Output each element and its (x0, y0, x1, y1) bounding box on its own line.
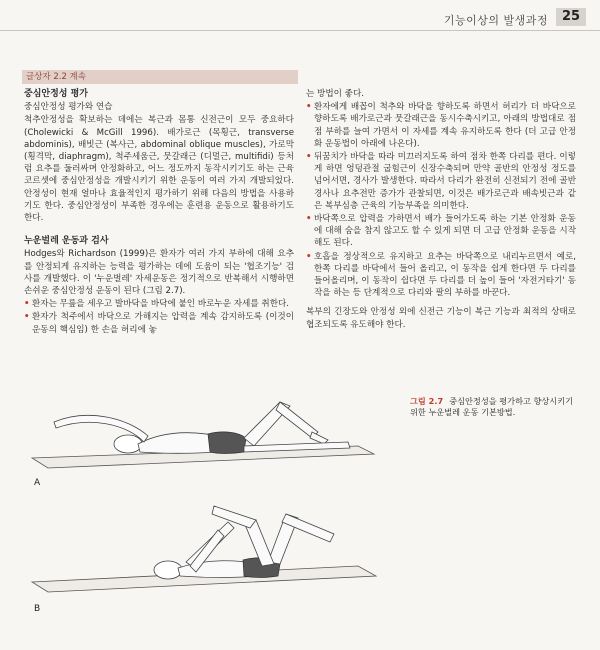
bullet-item: • 환자가 척주에서 바닥으로 가해지는 압력을 계속 감지하도록 (이것이 운동의 핵심임) 한 손을 허리에 놓 (24, 311, 294, 335)
bullet-item: • 뒤꿈치가 바닥을 따라 미끄러지도록 하여 점차 한쪽 다리를 편다. 이렇게 하면 엉덩관절 굽힘근이 신장수축되며 만약 골반의 안정성 정도를 넘어서면, 경사가 발생한다. 따라서 다리가 완전히 신전되기 전에 골반경사나 요추전만 증가가 관찰되면, 이것은 배가로근과 배속빗근과 같은 복부심층 근육의 기능부족을 의미한다. (306, 151, 576, 212)
section-heading-core-stability: 중심안정성 평가 (24, 89, 88, 99)
panel-label-a: A (34, 478, 41, 488)
figure-number: 그림 2.7 (410, 396, 444, 406)
paragraph: 중심안정성 평가와 연습 (24, 102, 113, 113)
panel-label-b: B (34, 604, 41, 614)
bullet-item: • 호흡을 정상적으로 유지하고 요추는 바닥쪽으로 내리누르면서 예로, 한쪽 다리를 바닥에서 들어 올리고, 이 동작을 쉽게 한다면 두 다리를 들어올리며, 이 동작이 쉽다면 두 다리를 더 높이 들어 '자전거타기' 동작을 하는 등 단계적으로 다리와 팔의 부하를 바꾼다. (306, 251, 576, 300)
paragraph: 복부의 긴장도와 안정성 외에 신전근 기능이 복근 기능과 최적의 상태로 협조되도록 유도해야 한다. (306, 307, 576, 330)
paragraph: Hodges와 Richardson (1999)은 환자가 여러 가지 부하에 대해 요추를 안정되게 유지하는 능력을 평가하는 데에 도움이 되는 '협조기능' 검사를 개발했다. 이 '누운벌레' 자세운동은 정기적으로 반복해서 시행하면 손쉬운 중심안정성 운동이 된다 (그림 2.7). (24, 249, 294, 297)
box-label: 글상자 2.2 계속 (22, 70, 298, 84)
figure-illustration-a (18, 388, 398, 478)
figure-caption (410, 396, 580, 418)
right-column (306, 88, 576, 332)
figure-illustration-b (18, 500, 398, 610)
left-column (24, 88, 294, 337)
paragraph: 척추안정성을 확보하는 데에는 복근과 몸통 신전근이 모두 중요하다 (Cholewicki & McGill 1996). 배가로근 (목횡근, transverse abdominis), 배빗근 (복사근, abdominal oblique muscles), 가로막 (횡격막, diaphragm), 척주세움근, 뭇갈래근 (디멀근, multifidi) 등처럼 요추를 둘러싸며 안정화하고, 어느 정도까지 동작시키기도 하는 근육 코르셋에 중심안정성을 개발시키기 위한 운동이 여러 가지 개발되었다. 안정성이 현재 얼마나 효율적인지 평가하기 위해 다음의 방법을 사용하기도 한다. 중심안정성이 부족한 경우에는 훈련용 운동으로 활용하기도 한다. (24, 115, 294, 224)
page-number: 25 (556, 8, 586, 26)
section-heading-deadbug: 누운벌레 운동과 검사 (24, 236, 109, 247)
header-rule (0, 30, 600, 31)
chapter-title: 기능이상의 발생과정 (443, 14, 548, 27)
paragraph: 는 방법이 좋다. (306, 89, 365, 99)
figure-caption-text: 중심안정성을 평가하고 향상시키기 위한 누운벌레 운동 기본방법. (410, 396, 574, 417)
bullet-item: • 환자에게 배꼽이 척추와 바닥을 향하도록 하면서 허리가 더 바닥으로 향하도록 배가로근과 뭇갈래근을 동시수축시키고, 아래의 방법대로 점점 부하를 늘여 가면서 이 자세를 계속 유지하도록 한다 (더 고급 안정화 운동법이 아래에 나온다). (306, 101, 576, 150)
bullet-item: • 바닥쪽으로 압력을 가하면서 배가 들어가도록 하는 기본 안정화 운동에 대해 숨을 참지 않고도 할 수 있게 되면 더 고급 안정화 운동을 시작해도 된다. (306, 213, 576, 250)
bullet-item: • 환자는 무릎을 세우고 발바닥을 바닥에 붙인 바로누운 자세를 취한다. (24, 298, 294, 310)
